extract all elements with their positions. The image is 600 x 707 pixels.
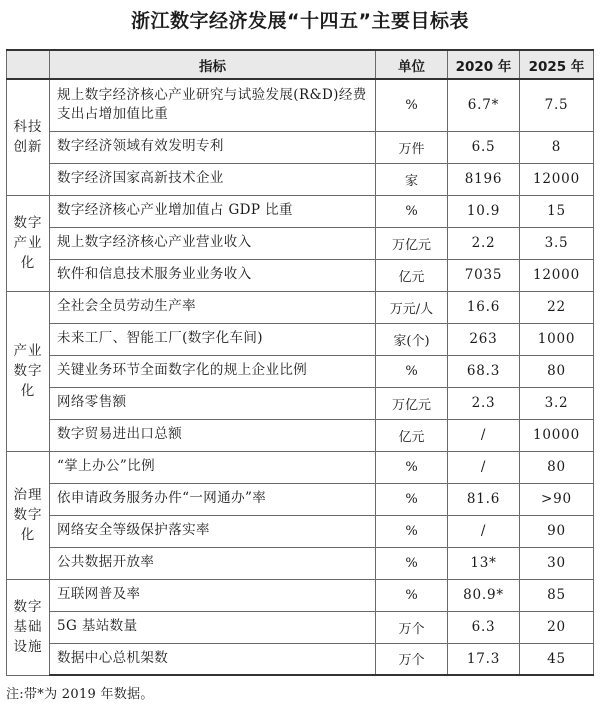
table-row xyxy=(7,227,594,259)
table-row xyxy=(7,611,594,643)
table-row xyxy=(7,291,594,323)
value-2025-cell: 10000 xyxy=(520,419,594,451)
indicator-cell: 互联网普及率 xyxy=(50,579,376,611)
unit-cell: 家(个) xyxy=(376,323,448,355)
category-cell: 治理 数字 化 xyxy=(7,451,50,579)
table-row xyxy=(7,355,594,387)
value-2025-cell: 30 xyxy=(520,547,594,579)
table-body xyxy=(7,79,594,675)
value-2025-cell: 3.5 xyxy=(520,227,594,259)
unit-cell: 万元/人 xyxy=(376,291,448,323)
indicator-cell: 网络零售额 xyxy=(50,387,376,419)
value-2025-cell: 3.2 xyxy=(520,387,594,419)
value-2020-cell: 17.3 xyxy=(448,643,520,675)
table-row xyxy=(7,547,594,579)
value-2020-cell: 80.9* xyxy=(448,579,520,611)
indicator-cell: 数字经济核心产业增加值占 GDP 比重 xyxy=(50,195,376,227)
value-2025-cell: 45 xyxy=(520,643,594,675)
value-2025-cell: 8 xyxy=(520,131,594,163)
category-cell: 科技 创新 xyxy=(7,79,50,195)
category-cell: 数字 产业 化 xyxy=(7,195,50,291)
value-2020-cell: 13* xyxy=(448,547,520,579)
unit-cell: % xyxy=(376,579,448,611)
header-2025: 2025 年 xyxy=(520,50,594,79)
indicator-cell: 规上数字经济核心产业研究与试验发展(R&D)经费支出占增加值比重 xyxy=(50,79,376,131)
indicator-cell: 未来工厂、智能工厂(数字化车间) xyxy=(50,323,376,355)
unit-cell: 万亿元 xyxy=(376,227,448,259)
unit-cell: 万件 xyxy=(376,131,448,163)
indicator-cell: 数字经济领域有效发明专利 xyxy=(50,131,376,163)
unit-cell: % xyxy=(376,451,448,483)
indicator-cell: 规上数字经济核心产业营业收入 xyxy=(50,227,376,259)
unit-cell: 万个 xyxy=(376,611,448,643)
category-cell: 数字 基础 设施 xyxy=(7,579,50,675)
indicator-cell: “掌上办公”比例 xyxy=(50,451,376,483)
unit-cell: 亿元 xyxy=(376,259,448,291)
unit-cell: 家 xyxy=(376,163,448,195)
unit-cell: % xyxy=(376,79,448,131)
indicator-cell: 公共数据开放率 xyxy=(50,547,376,579)
value-2025-cell: 7.5 xyxy=(520,79,594,131)
value-2020-cell: 6.5 xyxy=(448,131,520,163)
table-row xyxy=(7,131,594,163)
value-2025-cell: 12000 xyxy=(520,163,594,195)
unit-cell: 万亿元 xyxy=(376,387,448,419)
unit-cell: % xyxy=(376,483,448,515)
value-2025-cell: >90 xyxy=(520,483,594,515)
category-cell: 产业 数字 化 xyxy=(7,291,50,451)
value-2020-cell: 7035 xyxy=(448,259,520,291)
value-2025-cell: 22 xyxy=(520,291,594,323)
unit-cell: % xyxy=(376,515,448,547)
value-2020-cell: 16.6 xyxy=(448,291,520,323)
value-2025-cell: 12000 xyxy=(520,259,594,291)
value-2020-cell: / xyxy=(448,515,520,547)
value-2025-cell: 15 xyxy=(520,195,594,227)
value-2020-cell: 6.3 xyxy=(448,611,520,643)
value-2020-cell: 263 xyxy=(448,323,520,355)
value-2025-cell: 20 xyxy=(520,611,594,643)
targets-table xyxy=(6,49,594,676)
header-unit: 单位 xyxy=(376,50,448,79)
indicator-cell: 关键业务环节全面数字化的规上企业比例 xyxy=(50,355,376,387)
header-row xyxy=(7,50,594,79)
value-2025-cell: 90 xyxy=(520,515,594,547)
value-2020-cell: 10.9 xyxy=(448,195,520,227)
value-2025-cell: 80 xyxy=(520,355,594,387)
table-row xyxy=(7,451,594,483)
indicator-cell: 依申请政务服务办件“一网通办”率 xyxy=(50,483,376,515)
table-row xyxy=(7,419,594,451)
value-2025-cell: 80 xyxy=(520,451,594,483)
table-row xyxy=(7,387,594,419)
table-row xyxy=(7,163,594,195)
page-title: 浙江数字经济发展“十四五”主要目标表 xyxy=(131,10,469,32)
value-2025-cell: 85 xyxy=(520,579,594,611)
table-row xyxy=(7,195,594,227)
header-category xyxy=(7,50,50,79)
unit-cell: % xyxy=(376,355,448,387)
value-2020-cell: 2.2 xyxy=(448,227,520,259)
value-2020-cell: 68.3 xyxy=(448,355,520,387)
header-indicator: 指标 xyxy=(50,50,376,79)
indicator-cell: 5G 基站数量 xyxy=(50,611,376,643)
unit-cell: % xyxy=(376,195,448,227)
value-2020-cell: 2.3 xyxy=(448,387,520,419)
unit-cell: 亿元 xyxy=(376,419,448,451)
table-row xyxy=(7,259,594,291)
indicator-cell: 数据中心总机架数 xyxy=(50,643,376,675)
value-2020-cell: / xyxy=(448,451,520,483)
table-row xyxy=(7,579,594,611)
unit-cell: 万个 xyxy=(376,643,448,675)
indicator-cell: 数字经济国家高新技术企业 xyxy=(50,163,376,195)
indicator-cell: 全社会全员劳动生产率 xyxy=(50,291,376,323)
value-2025-cell: 1000 xyxy=(520,323,594,355)
table-row xyxy=(7,643,594,675)
unit-cell: % xyxy=(376,547,448,579)
footnote: 注:带*为 2019 年数据。 xyxy=(6,687,154,702)
header-2020: 2020 年 xyxy=(448,50,520,79)
table-row xyxy=(7,323,594,355)
value-2020-cell: / xyxy=(448,419,520,451)
table-row xyxy=(7,79,594,131)
indicator-cell: 软件和信息技术服务业业务收入 xyxy=(50,259,376,291)
value-2020-cell: 81.6 xyxy=(448,483,520,515)
value-2020-cell: 6.7* xyxy=(448,79,520,131)
table-row xyxy=(7,483,594,515)
indicator-cell: 数字贸易进出口总额 xyxy=(50,419,376,451)
table-row xyxy=(7,515,594,547)
indicator-cell: 网络安全等级保护落实率 xyxy=(50,515,376,547)
value-2020-cell: 8196 xyxy=(448,163,520,195)
